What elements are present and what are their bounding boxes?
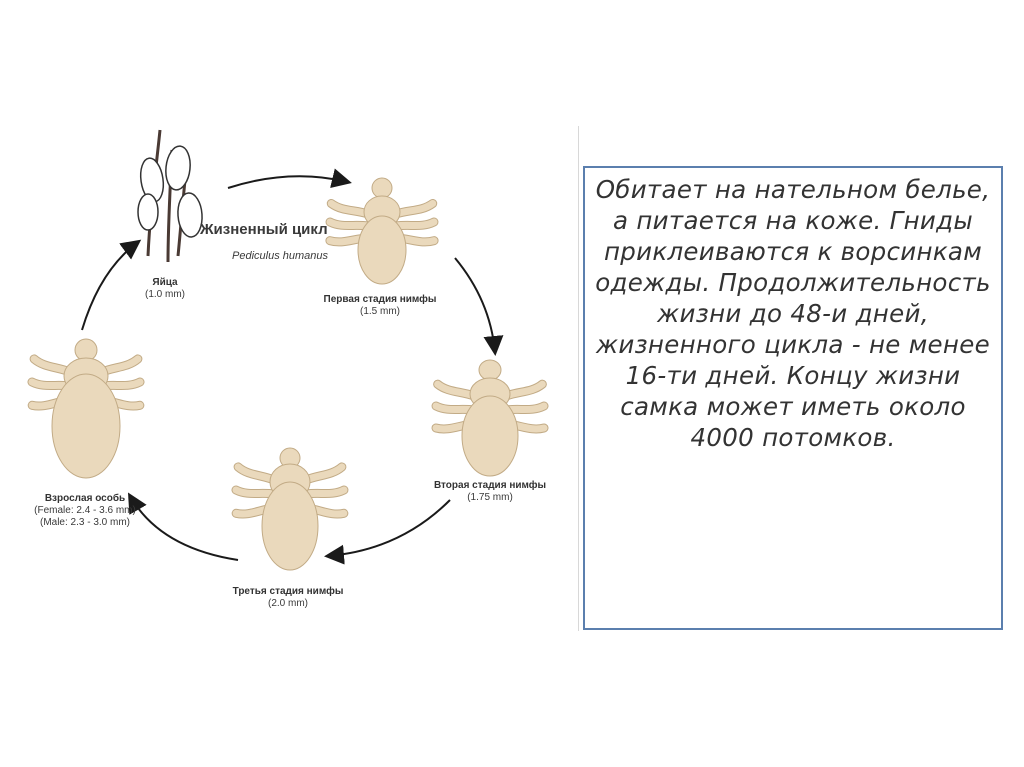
life-cycle-diagram [0,0,580,640]
nymph3-name: Третья стадия нимфы [232,586,344,597]
diagram-title: Жизненный цикл [200,221,328,238]
eggs-illustration [138,130,204,262]
arrow-eggs-to-nymph1 [228,176,348,188]
nymph1-label [300,294,460,318]
nymph1-size: (1.5 mm) [360,306,400,317]
note-text: Обитает на нательном белье, а питается на коже. Гниды приклеиваются к ворсинкам одежды. Продолжительность жизни до 48-и дней, жизненного цикла - не менее 16-ти дней. Концу жизни самка может иметь около 4000 потомков. [595,175,991,452]
adult-name: Взрослая особь [44,493,126,504]
eggs-name: Яйца [152,277,178,288]
arrow-nymph1-to-nymph2 [455,258,495,352]
adult-label [10,493,160,529]
diagram-subtitle: Pediculus humanus [232,250,329,262]
nymph2-size: (1.75 mm) [467,492,513,503]
nymph3-size: (2.0 mm) [268,598,308,609]
nymph1-name: Первая стадия нимфы [323,294,437,305]
adult-size-male: (Male: 2.3 - 3.0 mm) [39,517,131,528]
eggs-label [130,277,200,301]
nymph2-illustration [436,360,544,476]
nymph3-label [208,586,368,610]
adult-illustration [32,339,140,478]
eggs-size: (1.0 mm) [145,289,185,300]
nymph2-name: Вторая стадия нимфы [433,480,547,491]
nymph2-label [410,480,570,504]
adult-size-female: (Female: 2.4 - 3.6 mm) [34,505,136,516]
note-box [583,166,1003,630]
arrow-nymph2-to-nymph3 [328,500,450,556]
nymph3-illustration [236,448,344,570]
